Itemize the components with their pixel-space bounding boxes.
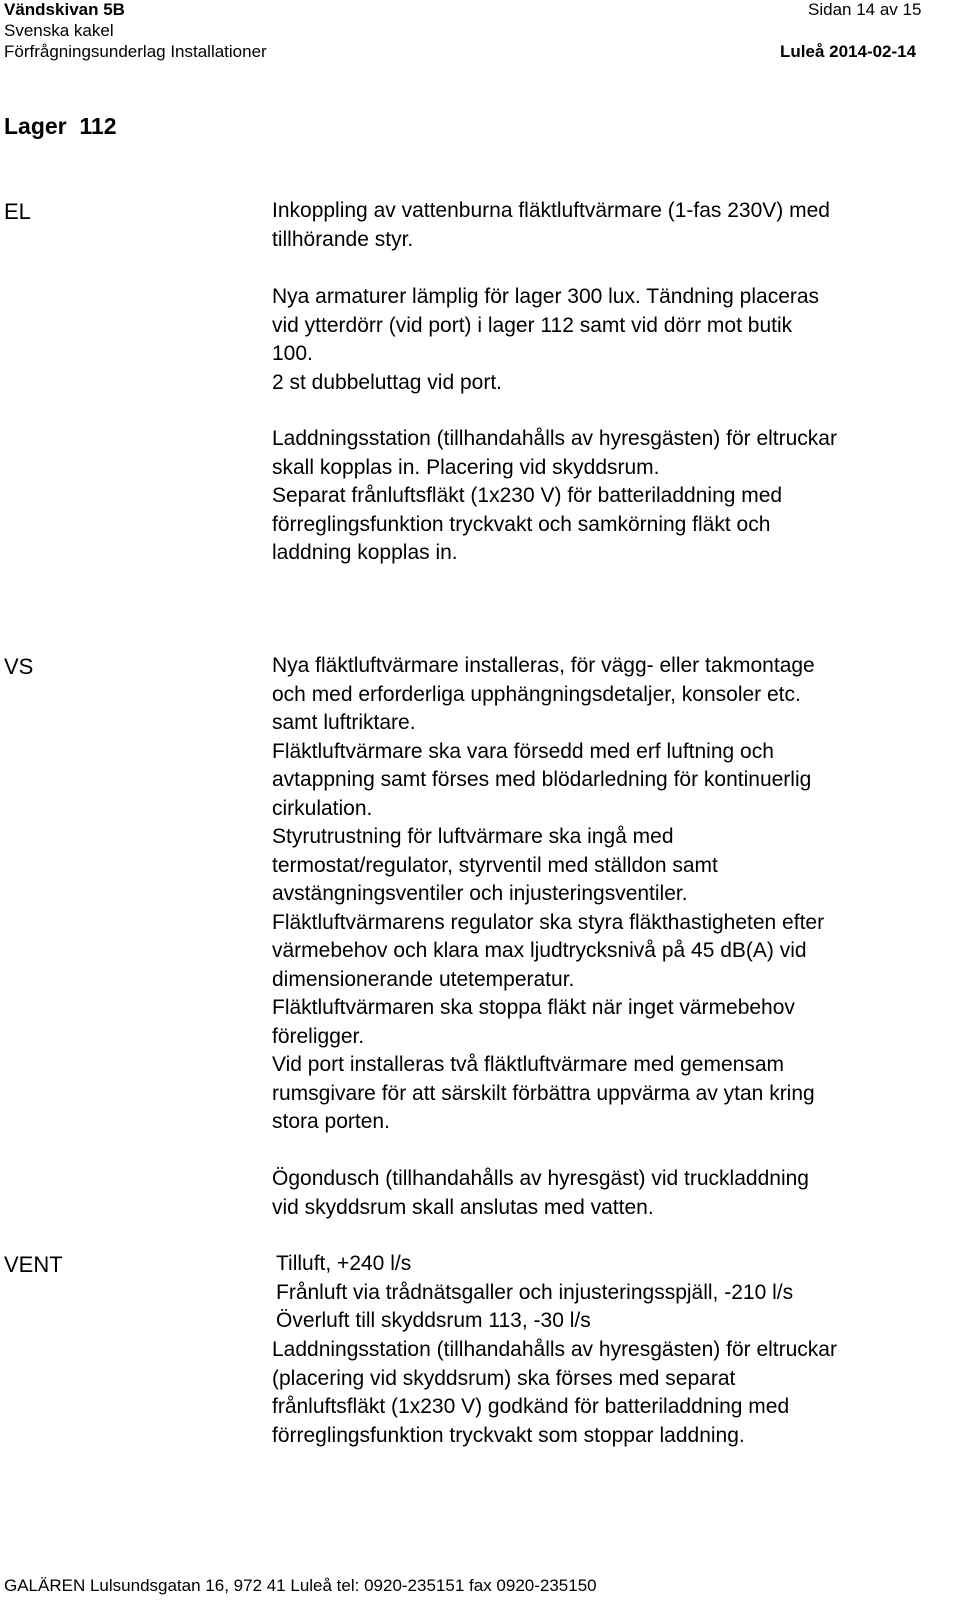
text-line: Tilluft, +240 l/s (276, 1252, 412, 1275)
section-label-el: EL (4, 199, 31, 224)
header-page-number: Sidan 14 av 15 (808, 0, 922, 19)
text-line: föreligger. (272, 1024, 365, 1048)
text-line: laddning kopplas in. (272, 541, 458, 564)
text-line: Fläktluftvärmaren ska stoppa fläkt när inget värmebehov (272, 996, 795, 1019)
text-line: Laddningsstation (tillhandahålls av hyresgästen) för eltruckar (272, 427, 837, 450)
text-line: Inkoppling av vattenburna fläktluftvärmare (1-fas 230V) med (272, 199, 830, 222)
text-line: (placering vid skyddsrum) ska förses med separat (272, 1366, 736, 1390)
text-line: 2 st dubbeluttag vid port. (272, 370, 502, 394)
vent-block-1 (276, 1250, 793, 1336)
vent-block-2 (272, 1336, 837, 1450)
el-block-3 (272, 425, 837, 568)
text-line: värmebehov och klara max ljudtrycksnivå på 45 dB(A) vid (272, 939, 807, 962)
text-line: 100. (272, 342, 313, 365)
text-line: Frånluft via trådnätsgaller och injusteringsspjäll, -210 l/s (276, 1280, 794, 1304)
text-line: Separat frånluftsfläkt (1x230 V) för batteriladdning med (272, 484, 783, 507)
text-line: Överluft till skyddsrum 113, -30 l/s (276, 1309, 591, 1332)
header-document: Förfrågningsunderlag Installationer (4, 42, 267, 61)
header-subtitle: Svenska kakel (4, 21, 114, 40)
text-line: Fläktluftvärmare ska vara försedd med erf luftning och (272, 739, 774, 763)
text-line: Laddningsstation (tillhandahålls av hyresgästen) för eltruckar (272, 1338, 837, 1361)
vs-block-1 (272, 652, 824, 1137)
text-line: vid skyddsrum skall anslutas med vatten. (272, 1195, 654, 1219)
text-line: stora porten. (272, 1110, 390, 1133)
text-line: Vid port installeras två fläktluftvärmare med gemensam (272, 1053, 784, 1076)
text-line: samt luftriktare. (272, 711, 416, 734)
text-line: Nya fläktluftvärmare installeras, för vägg- eller takmontage (272, 654, 815, 677)
room-title: Lager 112 (4, 113, 117, 139)
text-line: rumsgivare för att särskilt förbättra uppvärma av ytan kring (272, 1081, 815, 1105)
header-project: Vändskivan 5B (4, 0, 125, 19)
header-place-date: Luleå 2014-02-14 (780, 42, 917, 61)
text-line: Nya armaturer lämplig för lager 300 lux. Tändning placeras (272, 285, 820, 308)
footer-address: GALÄREN Lulsundsgatan 16, 972 41 Luleå tel: 0920-235151 fax 0920-235150 (4, 1576, 597, 1595)
text-line: tillhörande styr. (272, 227, 414, 251)
text-line: dimensionerande utetemperatur. (272, 967, 575, 991)
text-line: termostat/regulator, styrventil med ställdon samt (272, 853, 718, 877)
text-line: skall kopplas in. Placering vid skyddsrum. (272, 455, 660, 479)
section-label-vent: VENT (4, 1252, 63, 1277)
text-line: vid ytterdörr (vid port) i lager 112 samt vid dörr mot butik (272, 313, 793, 337)
el-block-2 (272, 283, 819, 397)
text-line: cirkulation. (272, 796, 373, 820)
vs-block-2 (272, 1165, 809, 1222)
text-line: avstängningsventiler och injusteringsventiler. (272, 882, 688, 905)
text-line: och med erforderliga upphängningsdetaljer, konsoler etc. (272, 682, 801, 706)
text-line: Fläktluftvärmarens regulator ska styra fläkthastigheten efter (272, 910, 825, 934)
el-block-1 (272, 197, 830, 254)
text-line: Ögondusch (tillhandahålls av hyresgäst) vid truckladdning (272, 1167, 809, 1190)
text-line: förreglingsfunktion tryckvakt som stoppar laddning. (272, 1423, 745, 1447)
section-label-vs: VS (4, 654, 34, 679)
text-line: avtappning samt förses med blödarledning för kontinuerlig (272, 768, 812, 791)
text-line: förreglingsfunktion tryckvakt och samkörning fläkt och (272, 512, 771, 536)
text-line: Styrutrustning för luftvärmare ska ingå med (272, 825, 674, 848)
text-line: frånluftsfläkt (1x230 V) godkänd för batteriladdning med (272, 1395, 790, 1418)
